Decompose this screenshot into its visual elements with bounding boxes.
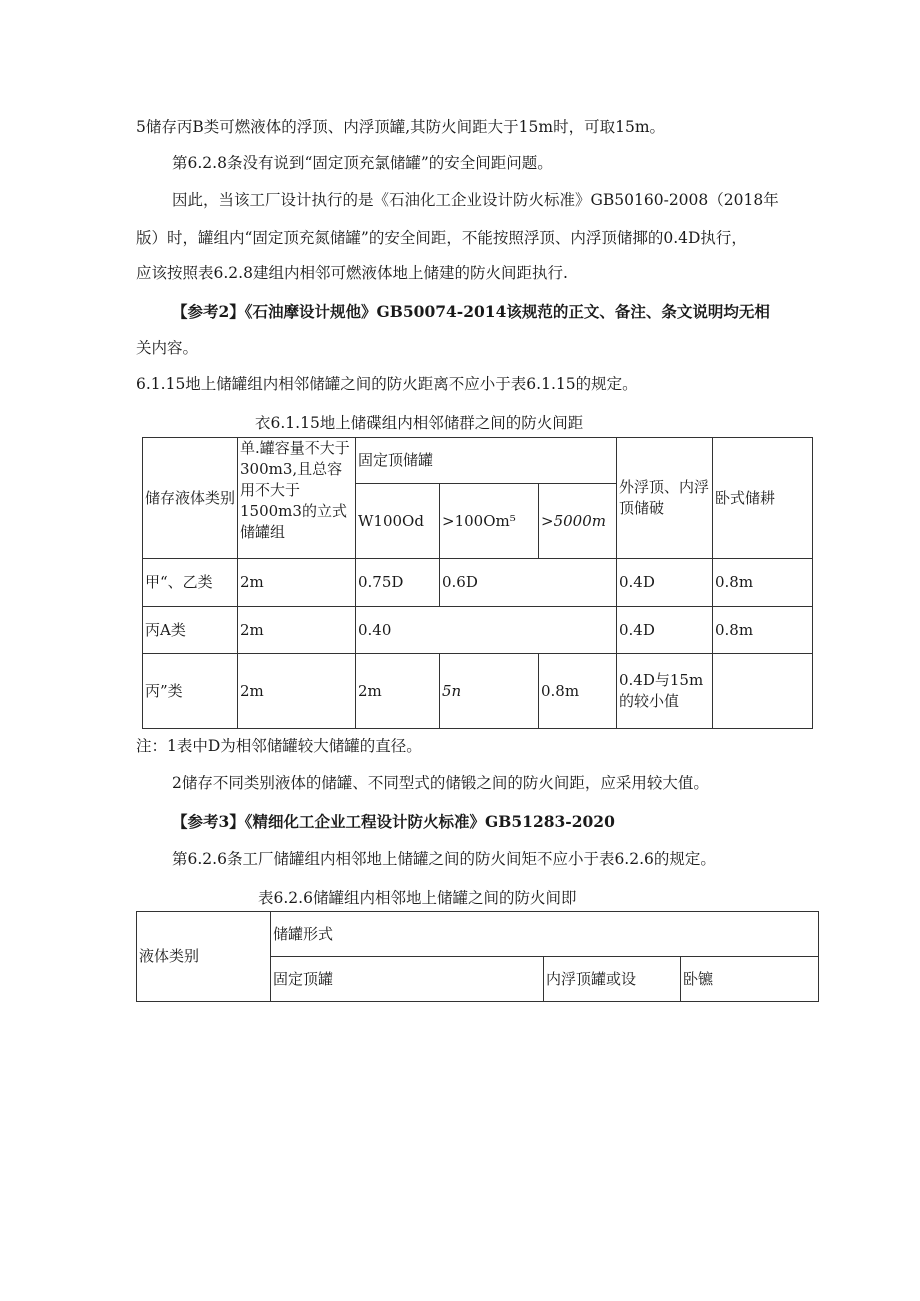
clause-6-1-15: 6.1.15地上储罐组内相邻储罐之间的防火距离不应小于表6.1.15的规定。 xyxy=(136,375,638,393)
table1-r2-fixed: 0.40 xyxy=(356,607,617,654)
paragraph-therefore-line3: 应该按照表6.2.8建组内相邻可燃液体地上储建的防火间距执行. xyxy=(136,264,568,282)
paragraph-6-2-8: 第6.2.8条没有说到“固定顶充氯储罐”的安全间距问题。 xyxy=(172,154,553,172)
paragraph-item-5: 5储存丙B类可燃液体的浮顶、内浮顶罐,其防火间距大于15m时，可取15m。 xyxy=(136,118,666,136)
table2-header-liquid-class: 液体类别 xyxy=(137,912,271,1002)
table1-r2-float: 0.4D xyxy=(617,607,713,654)
table1-r2-horiz: 0.8m xyxy=(713,607,813,654)
table1-r3-float: 0.4D与15m的较小值 xyxy=(617,654,713,729)
table2-header-tank-form: 储罐形式 xyxy=(271,912,819,957)
reference-2-line1: 【参考2】《石油摩设计规他》GB50074-2014该规范的正文、备注、条文说明均无相 xyxy=(172,302,770,321)
table1-r1-c1: 0.75D xyxy=(356,559,440,607)
table-row xyxy=(143,607,813,654)
table2-header-fixed-roof: 固定顶罐 xyxy=(271,957,544,1002)
reference-2-line2: 关内容。 xyxy=(136,339,199,357)
table1-header-sub3: >5000m xyxy=(539,484,617,559)
table-row xyxy=(143,654,813,729)
table1-header-sub1: W100Od xyxy=(356,484,440,559)
table2-caption: 表6.2.6储罐组内相邻地上储罐之间的防火间即 xyxy=(258,889,577,907)
table1-header-single-tank: 单.罐容量不大于300m3,且总容用不大于1500m3的立式储罐组 xyxy=(238,438,356,559)
table1-r1-float: 0.4D xyxy=(617,559,713,607)
note-1: 注：1表中D为相邻储罐较大储罐的直径。 xyxy=(136,737,422,755)
paragraph-therefore-line2: 版）时，罐组内“固定顶充氮储罐”的安全间距，不能按照浮顶、内浮顶储揶的0.4D执行， xyxy=(136,229,747,247)
table1-r1-single: 2m xyxy=(238,559,356,607)
table1-r3-c1: 2m xyxy=(356,654,440,729)
table-row xyxy=(143,559,813,607)
table2 xyxy=(136,911,819,1002)
table1-r3-label: 丙”类 xyxy=(143,654,238,729)
table1-r2-single: 2m xyxy=(238,607,356,654)
table1-r1-label: 甲“、乙类 xyxy=(143,559,238,607)
table1-r2-label: 丙A类 xyxy=(143,607,238,654)
table1-r3-single: 2m xyxy=(238,654,356,729)
table1 xyxy=(142,437,813,729)
reference-3: 【参考3】《精细化工企业工程设计防火标准》GB51283-2020 xyxy=(172,812,615,831)
table1-header-floating-roof: 外浮顶、内浮顶储破 xyxy=(617,438,713,559)
table1-header-fixed-roof: 固定顶储罐 xyxy=(356,438,617,484)
clause-6-2-6: 第6.2.6条工厂储罐组内相邻地上储罐之间的防火间矩不应小于表6.2.6的规定。 xyxy=(172,850,716,868)
table1-header-horizontal: 卧式储耕 xyxy=(713,438,813,559)
table1-header-sub2: >100Om⁵ xyxy=(440,484,539,559)
paragraph-therefore-line1: 因此，当该工厂设计执行的是《石油化工企业设计防火标准》GB50160-2008（2018年 xyxy=(172,191,779,209)
note-2: 2储存不同类别液体的储罐、不同型式的储锻之间的防火间距，应采用较大值。 xyxy=(172,774,709,792)
table1-r1-horiz: 0.8m xyxy=(713,559,813,607)
table1-r1-c2: 0.6D xyxy=(440,559,617,607)
table1-header-liquid-class: 储存液体类别 xyxy=(143,438,238,559)
table1-r3-c3: 0.8m xyxy=(539,654,617,729)
table1-r3-c2: 5n xyxy=(440,654,539,729)
table2-header-inner-floating: 内浮顶罐或设 xyxy=(544,957,681,1002)
table1-r3-horiz xyxy=(713,654,813,729)
table2-header-horizontal: 卧镳 xyxy=(681,957,819,1002)
table1-caption: 衣6.1.15地上储碟组内相邻储群之间的防火间距 xyxy=(255,414,584,432)
